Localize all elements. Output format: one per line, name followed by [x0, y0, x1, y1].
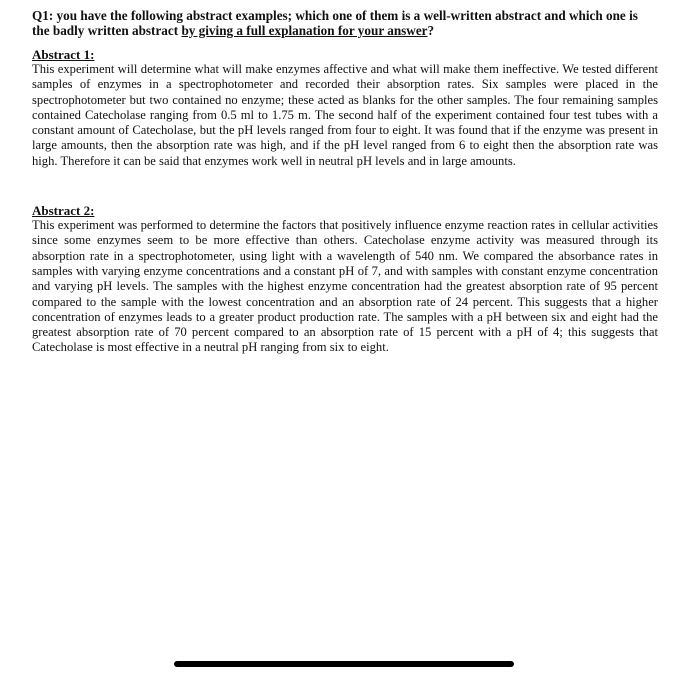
abstract-1-body: This experiment will determine what will make enzymes affective and what will make them ineffective. We tested different samples of enzymes in a spectrophotometer and recorded their absorption rates. Six samples were placed in the spectrophotometer but two contained no enzyme; these acted as blanks for the other samples. The four remaining samples contained Catecholase ranging from 0.5 ml to 1.75 m. The second half of the experiment contained four test tubes with a constant amount of Catecholase, but the pH levels ranged from four to eight. It was found that if the enzyme was present in large amounts, then the absorption rate was high, and if the pH level ranged from 6 to eight then the absorption rate was high. Therefore it can be said that enzymes work well in neutral pH levels and in large amounts.: [32, 62, 658, 168]
question-lead: Q1: you have the following abstract examples; which one of them is a well-written abstract and which one is the badly written abstract: [32, 8, 638, 38]
abstract-2-section: [32, 203, 658, 356]
abstract-1-heading: Abstract 1:: [32, 47, 95, 62]
question-text: [32, 8, 658, 38]
home-indicator-bar[interactable]: [174, 661, 514, 667]
question-underlined-instruction: by giving a full explanation for your answer: [181, 23, 428, 38]
abstract-1-section: [32, 47, 658, 169]
document-page: [32, 8, 658, 356]
question-tail: ?: [427, 23, 435, 38]
abstract-2-body: This experiment was performed to determine the factors that positively influence enzyme reaction rates in cellular activities since some enzymes seem to be more effective than others. Catecholase enzyme activity was measured through its absorption rate in a spectrophotometer, using light with a wavelength of 540 nm. We compared the absorbance rates in samples with varying enzyme concentrations and a constant pH of 7, and with samples with constant enzyme concentration and varying pH levels. The samples with the highest enzyme concentration had the greatest absorption rate of 95 percent compared to the sample with the lowest concentration and an absorption rate of 24 percent. This suggests that a higher concentration of enzymes leads to a greater product production rate. The samples with a pH between six and eight had the greatest absorption rate of 70 percent compared to an absorption rate of 15 percent with a pH of 4; this suggests that Catecholase is most effective in a neutral pH ranging from six to eight.: [32, 218, 658, 355]
abstract-2-heading: Abstract 2:: [32, 203, 95, 219]
